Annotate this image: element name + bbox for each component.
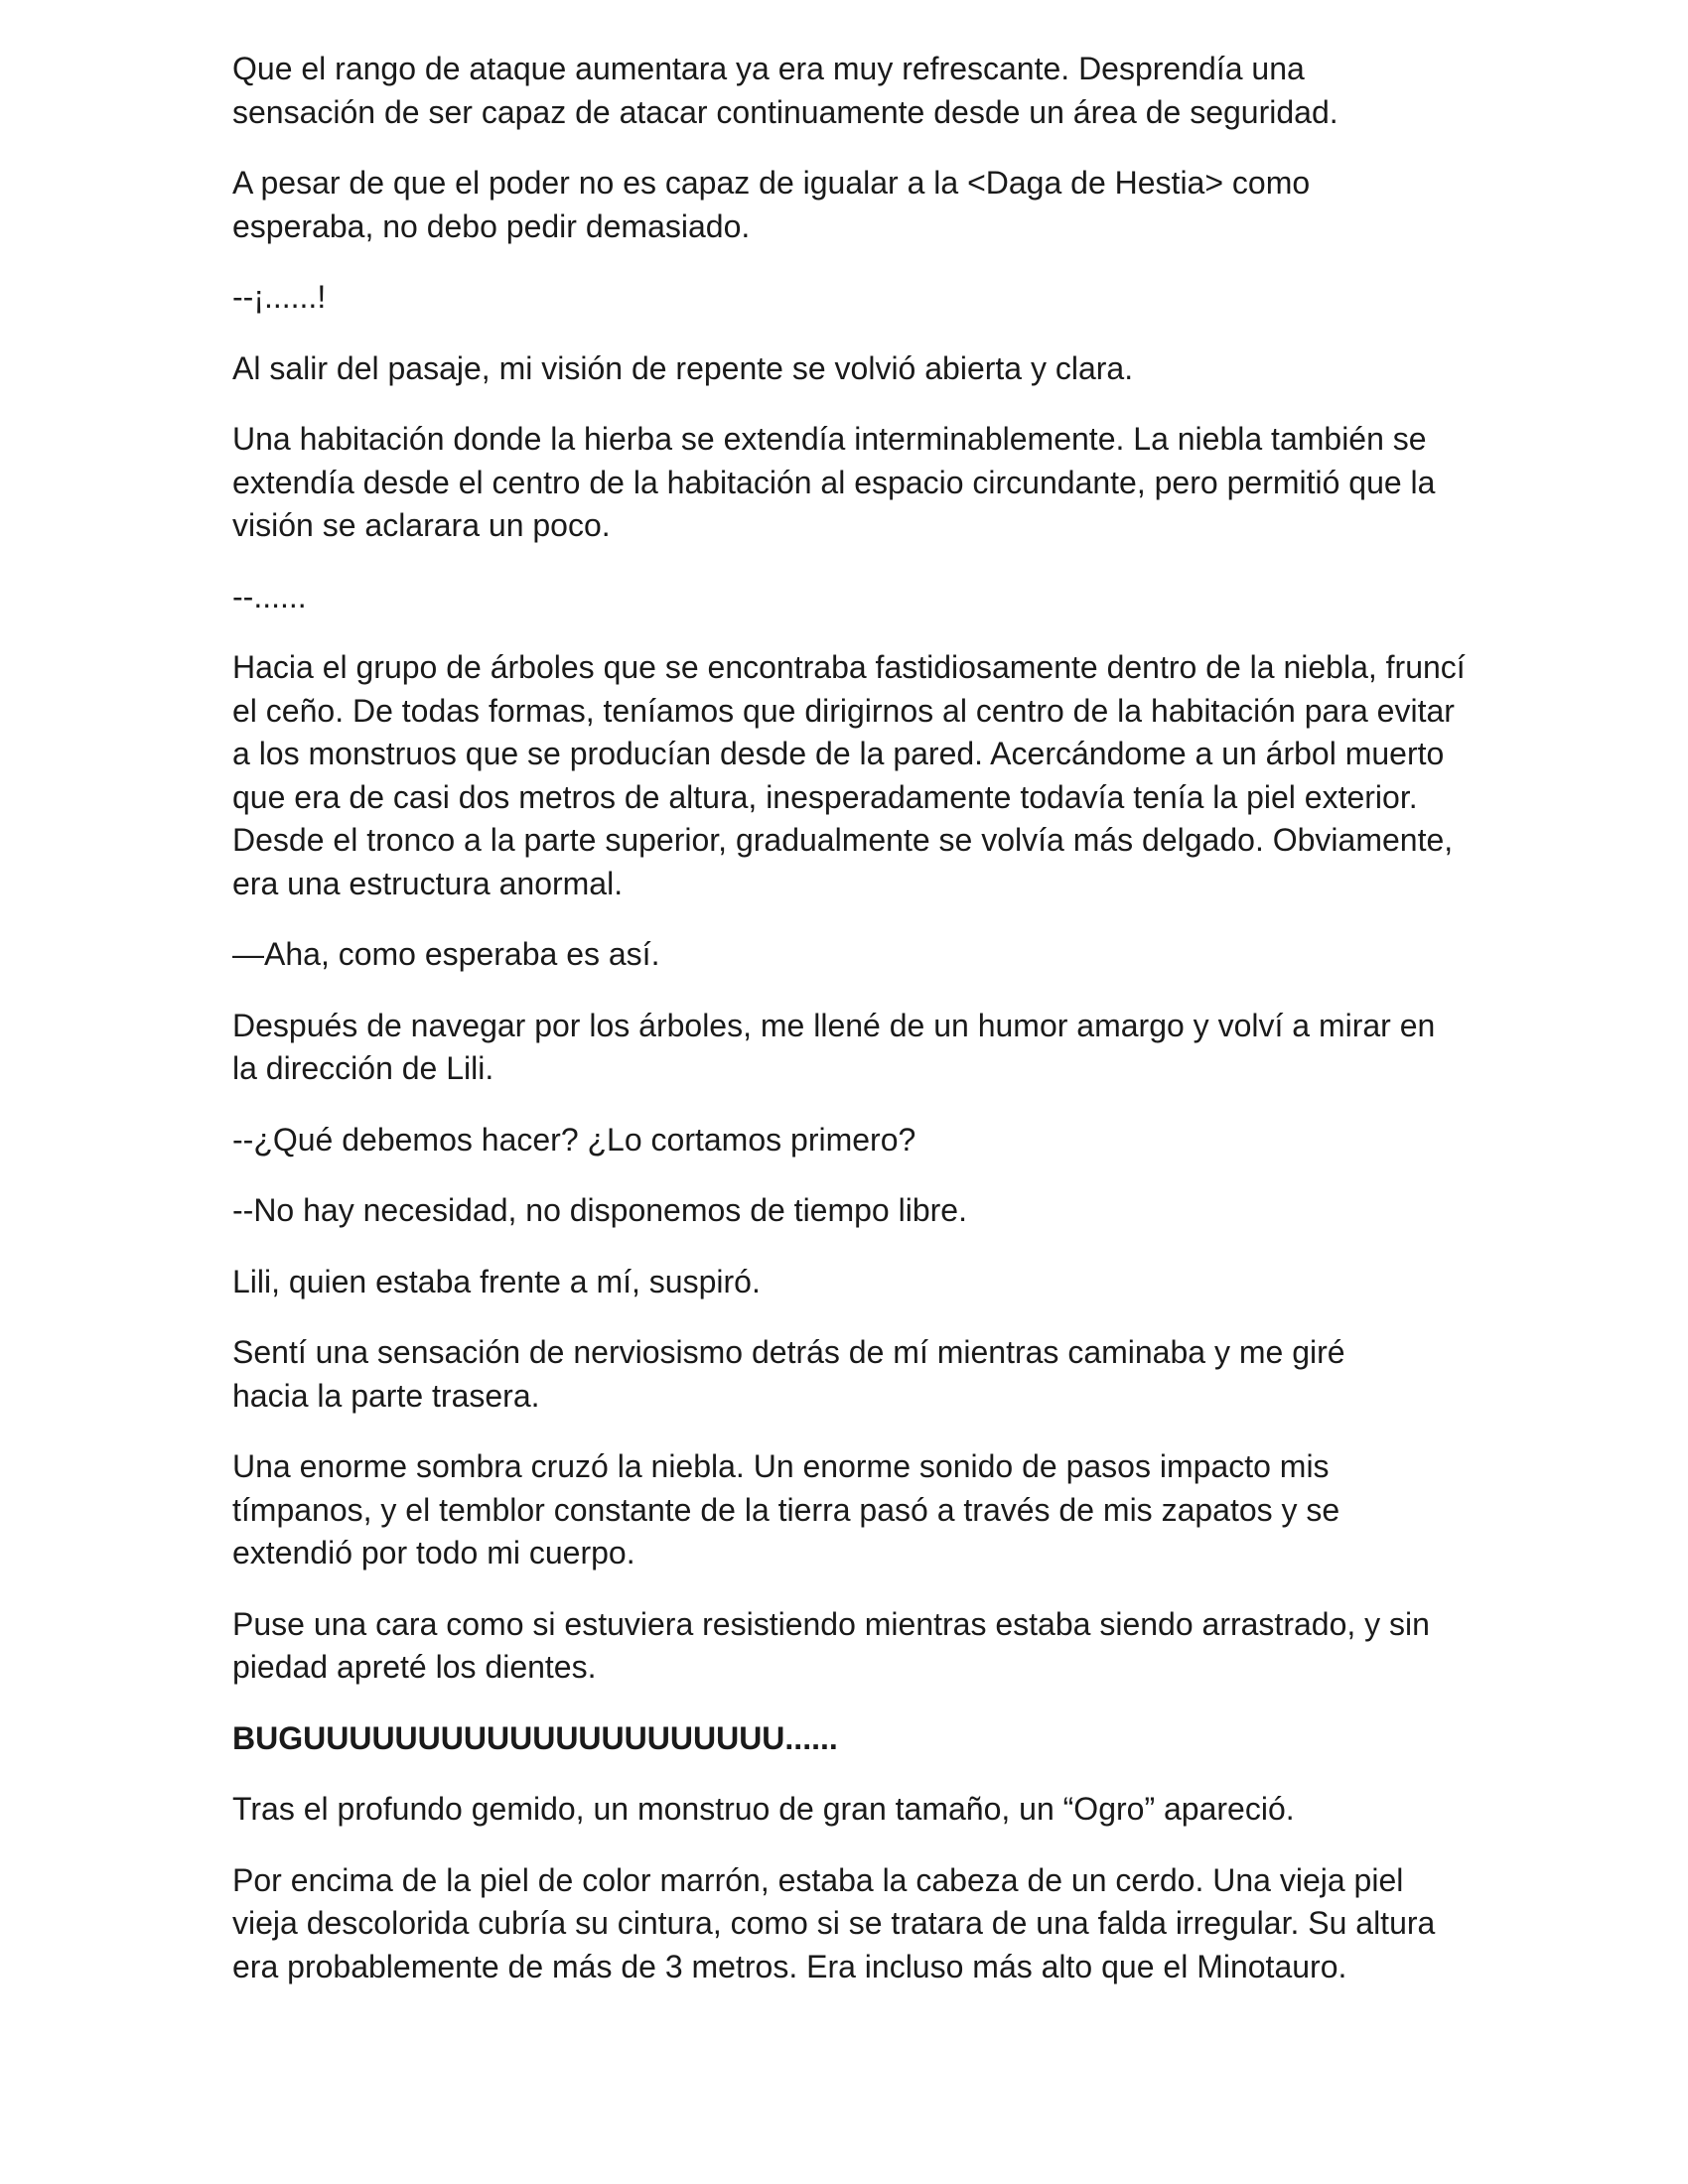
dialogue-line: --¡......!	[232, 279, 327, 315]
paragraph: Puse una cara como si estuviera resistiendo mientras estaba siendo arrastrado, y sin piedad apreté los dientes.	[232, 1605, 1430, 1685]
dialogue-line: —Aha, como esperaba es así.	[232, 936, 660, 972]
dialogue-line: --......	[232, 578, 307, 614]
sound-effect-line: BUGUUUUUUUUUUUUUUUUUUUUU......	[232, 1719, 838, 1756]
paragraph: Una enorme sombra cruzó la niebla. Un enorme sonido de pasos impacto mis tímpanos, y el temblor constante de la tierra pasó a través de mis zapatos y se extendió por todo mi cuerpo.	[232, 1448, 1340, 1570]
dialogue-line: --¿Qué debemos hacer? ¿Lo cortamos primero?	[232, 1121, 916, 1158]
paragraph: Por encima de la piel de color marrón, estaba la cabeza de un cerdo. Una vieja piel vieja descolorida cubría su cintura, como si se tratara de una falda irregular. Su altura era probablemente de más de 3 metros. Era incluso más alto que el Minotauro.	[232, 1861, 1436, 1984]
paragraph: Lili, quien estaba frente a mí, suspiró.	[232, 1263, 761, 1299]
paragraph: Que el rango de ataque aumentara ya era muy refrescante. Desprendía una sensación de ser capaz de atacar continuamente desde un área de seguridad.	[232, 51, 1338, 130]
dialogue-line: --No hay necesidad, no disponemos de tiempo libre.	[232, 1192, 967, 1228]
document-page	[232, 48, 1464, 2016]
paragraph: Hacia el grupo de árboles que se encontraba fastidiosamente dentro de la niebla, fruncí el ceño. De todas formas, teníamos que dirigirnos al centro de la habitación para evitar a los monstruos que se producían desde de la pared. Acercándome a un árbol muerto que era de casi dos metros de altura, inesperadamente todavía tenía la piel exterior. Desde el tronco a la parte superior, gradualmente se volvía más delgado. Obviamente, era una estructura anormal.	[232, 649, 1466, 901]
paragraph: Una habitación donde la hierba se extendía interminablemente. La niebla también se extendía desde el centro de la habitación al espacio circundante, pero permitió que la visión se aclarara un poco.	[232, 421, 1436, 543]
paragraph: Tras el profundo gemido, un monstruo de gran tamaño, un “Ogro” apareció.	[232, 1791, 1295, 1827]
paragraph: Al salir del pasaje, mi visión de repente se volvió abierta y clara.	[232, 349, 1134, 386]
paragraph: Después de navegar por los árboles, me llené de un humor amargo y volví a mirar en la dirección de Lili.	[232, 1007, 1436, 1086]
paragraph: Sentí una sensación de nerviosismo detrás de mí mientras caminaba y me giré hacia la parte trasera.	[232, 1334, 1345, 1414]
paragraph: A pesar de que el poder no es capaz de igualar a la <Daga de Hestia> como esperaba, no debo pedir demasiado.	[232, 165, 1311, 244]
